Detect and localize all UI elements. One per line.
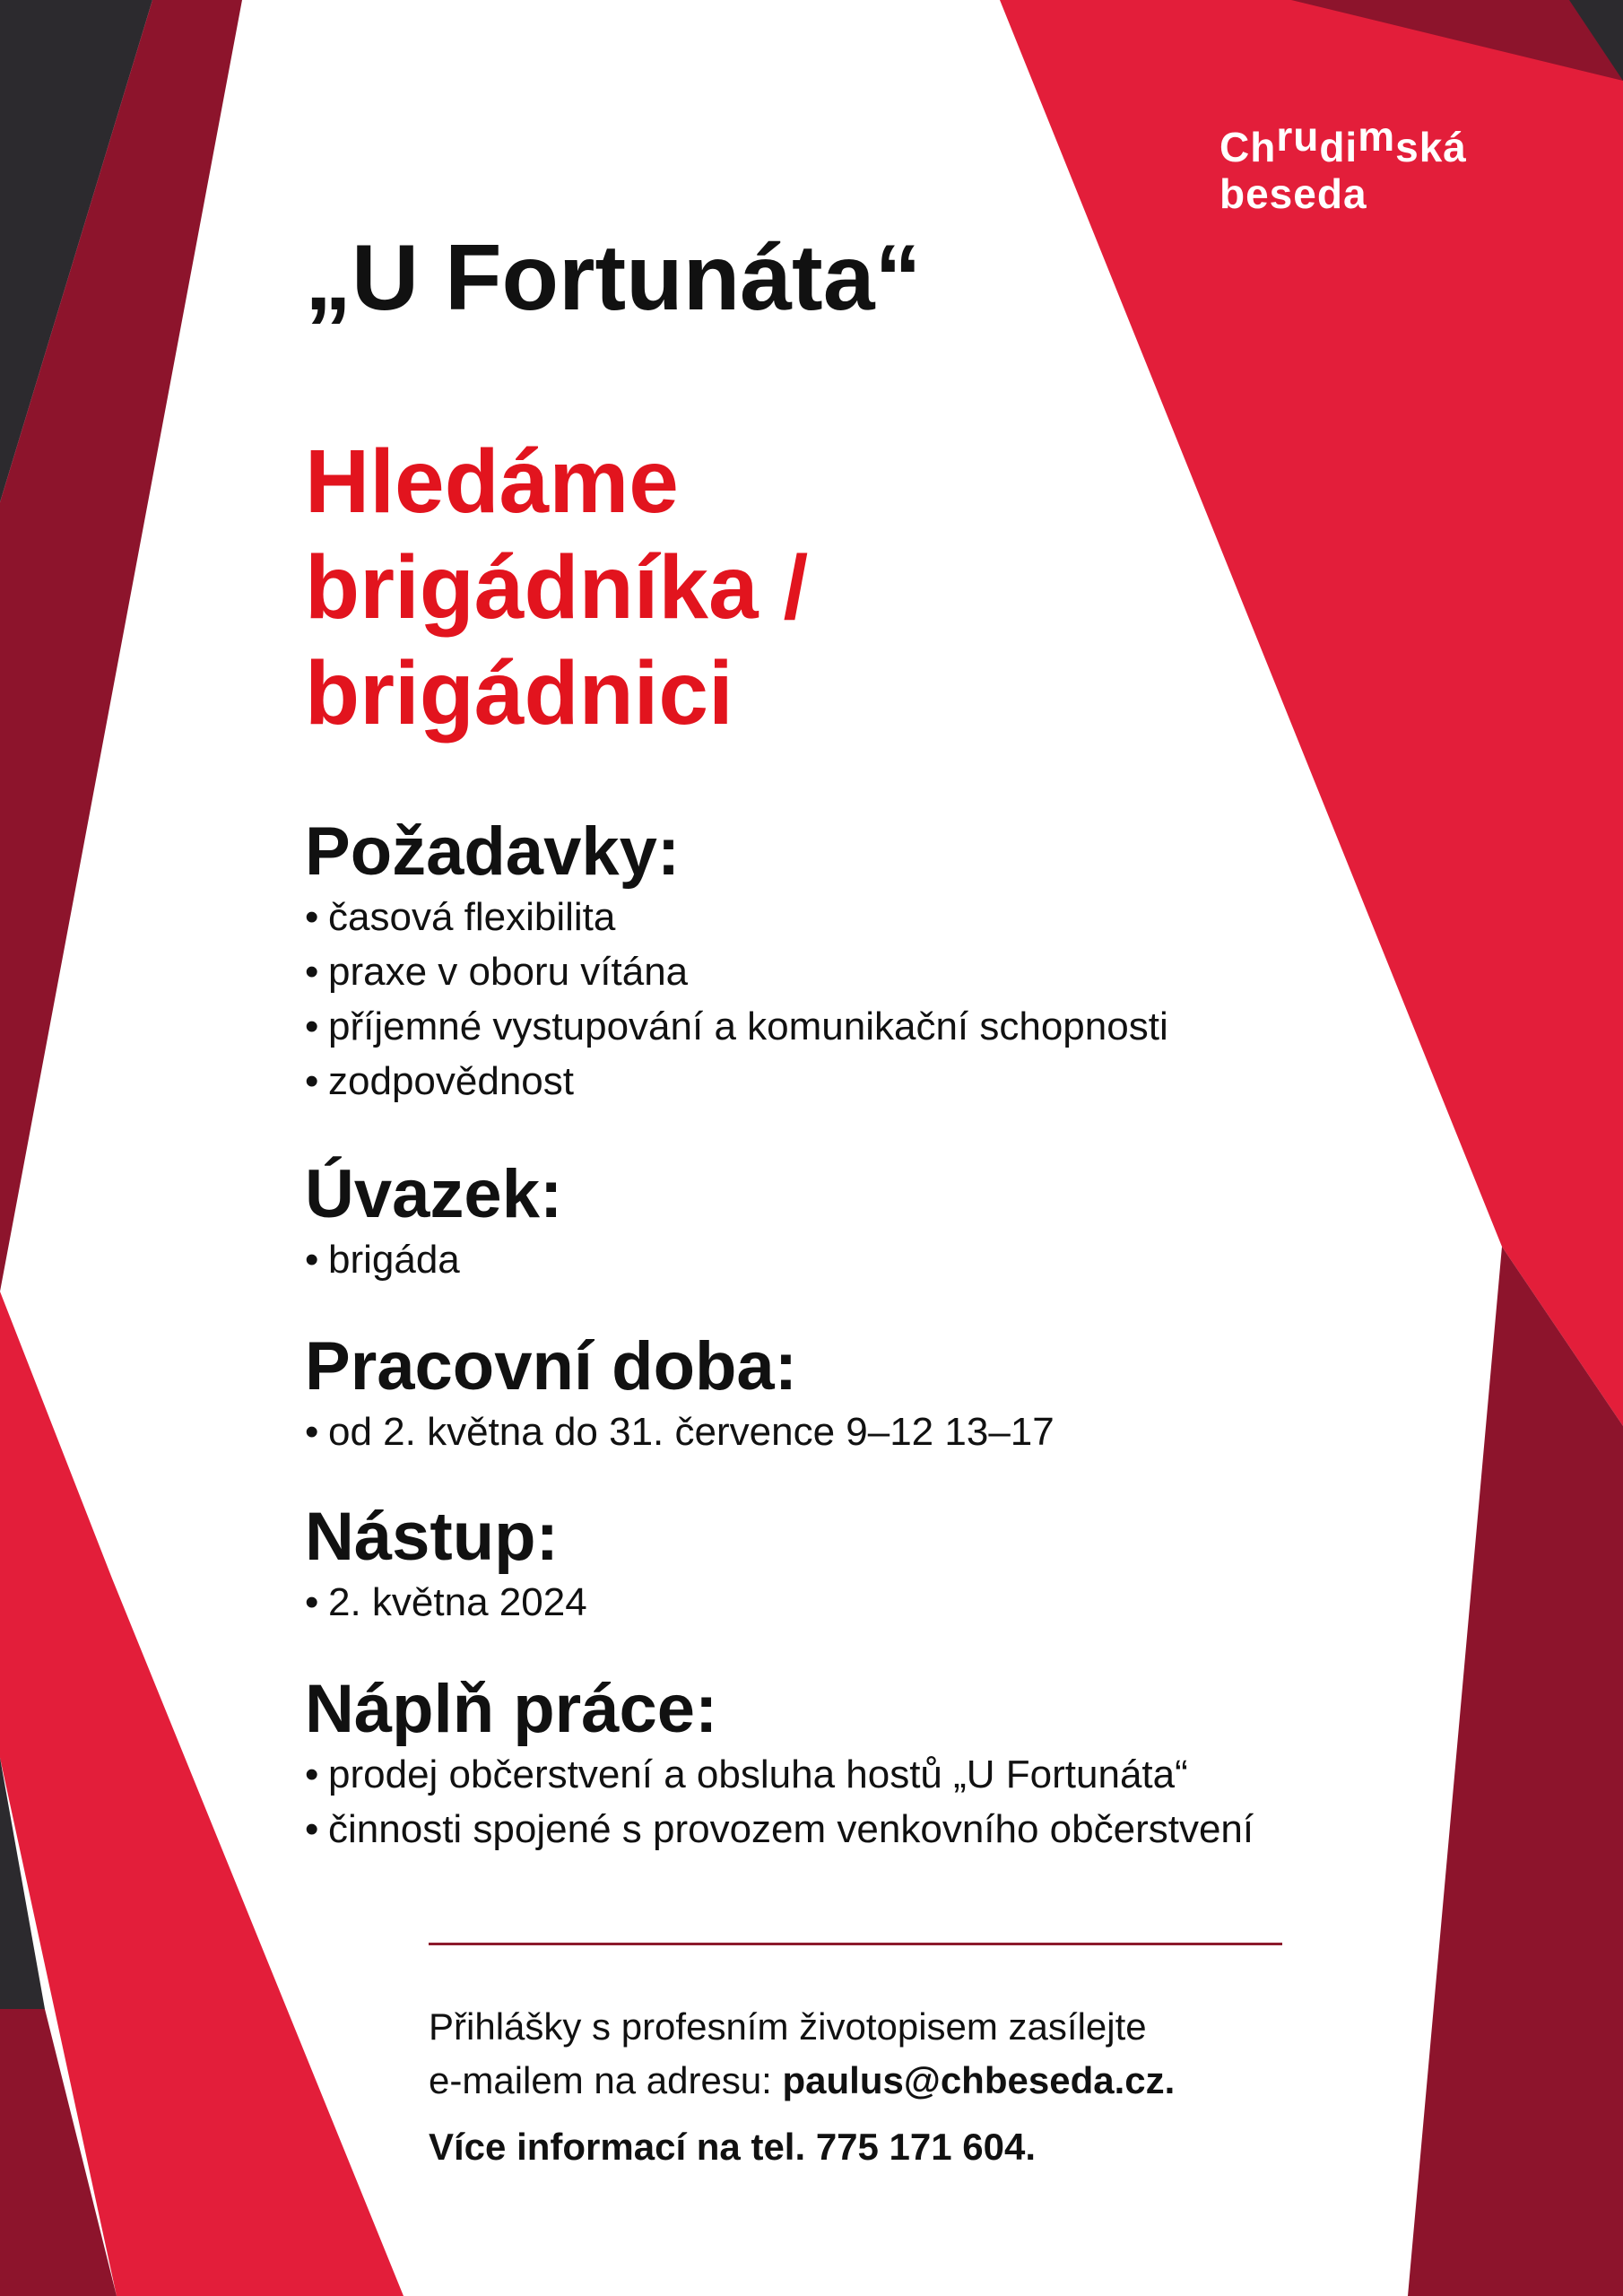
contact-info [429, 2000, 1175, 2174]
start-heading: Nástup: [305, 1499, 559, 1575]
venue-title: „U Fortunáta“ [305, 226, 922, 330]
list-item: • 2. května 2024 [305, 1580, 587, 1624]
headline-line-1: Hledáme [305, 431, 679, 532]
phone-info: Více informací na tel. 775 171 604. [429, 2126, 1037, 2168]
contract-list [305, 1232, 562, 1287]
duties-list [305, 1747, 1254, 1857]
start-section [305, 1500, 587, 1630]
hours-section [305, 1329, 1055, 1459]
application-instructions: Přihlášky s profesním životopisem zasílejte [429, 2005, 1147, 2048]
headline [305, 429, 808, 746]
hours-heading: Pracovní doba: [305, 1328, 797, 1405]
contract-heading: Úvazek: [305, 1156, 563, 1232]
duties-heading: Náplň práce: [305, 1671, 718, 1747]
list-item: • brigáda [305, 1238, 460, 1282]
divider [429, 1943, 1282, 1945]
list-item: • příjemné vystupování a komunikační schopnosti [305, 1004, 1168, 1048]
list-item: • praxe v oboru vítána [305, 950, 689, 994]
hours-list [305, 1405, 1055, 1459]
list-item: • časová flexibilita [305, 895, 616, 939]
start-list [305, 1575, 587, 1630]
list-item: • zodpovědnost [305, 1059, 574, 1103]
headline-line-3: brigádnici [305, 643, 733, 744]
headline-line-2: brigádníka / [305, 537, 809, 638]
email-line: e-mailem na adresu: paulus@chbeseda.cz. [429, 2059, 1176, 2101]
requirements-list [305, 890, 1168, 1109]
list-item: • prodej občerstvení a obsluha hostů „U Fortunáta“ [305, 1752, 1188, 1796]
requirements-section [305, 814, 1168, 1109]
list-item: • činnosti spojené s provozem venkovního občerstvení [305, 1807, 1254, 1851]
requirements-heading: Požadavky: [305, 813, 681, 890]
email-link[interactable]: paulus@chbeseda.cz. [782, 2059, 1176, 2101]
contract-section [305, 1157, 562, 1287]
duties-section [305, 1672, 1254, 1857]
chrudimska-beseda-logo: Chrudimská beseda [1219, 113, 1467, 217]
list-item: • od 2. května do 31. července 9–12 13–17 [305, 1410, 1055, 1454]
